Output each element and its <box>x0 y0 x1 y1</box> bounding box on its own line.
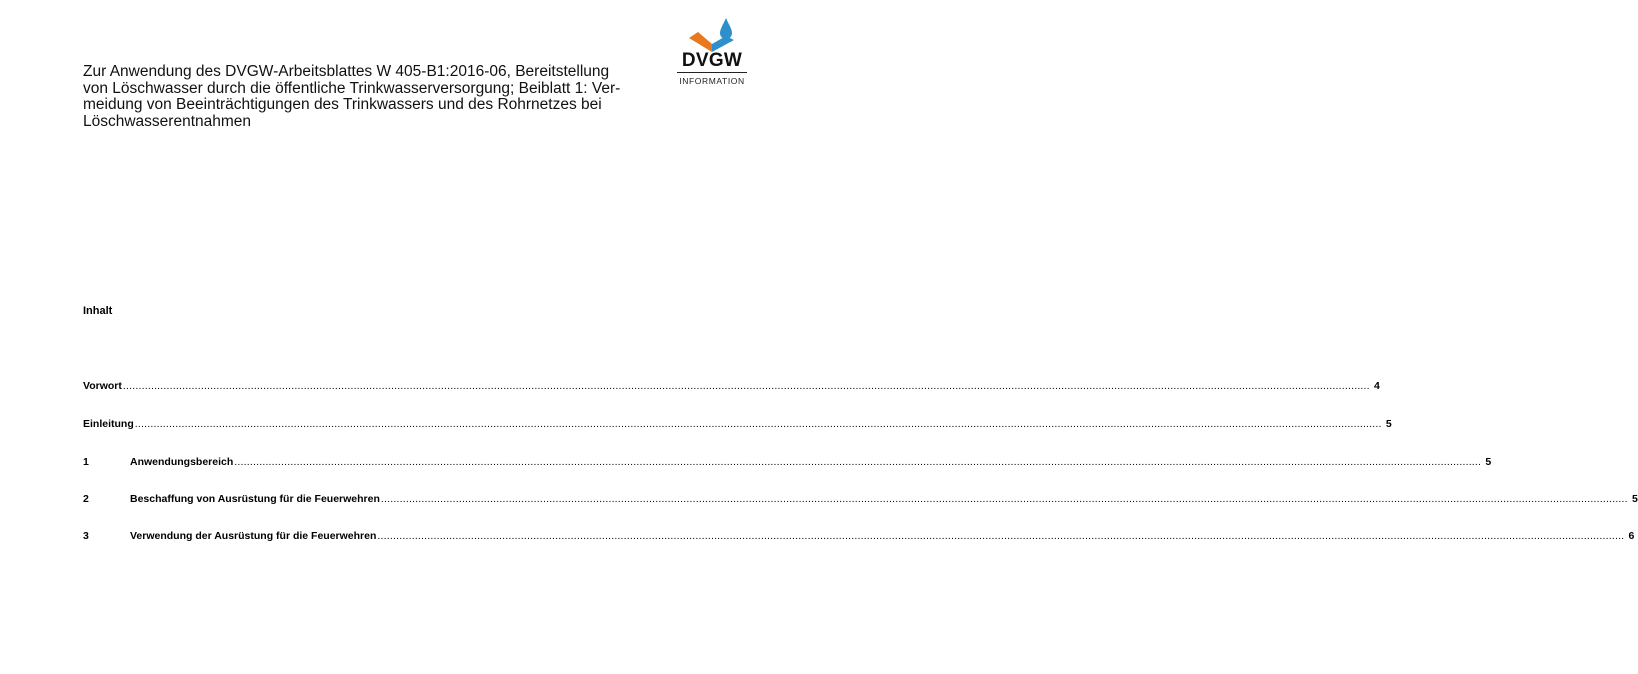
toc-entry-page: 6 <box>1628 530 1635 542</box>
toc-entry-label: Vorwort <box>83 380 122 392</box>
toc-heading: Inhalt <box>83 305 113 317</box>
toc-leader-dots: ................................................................................................................................................................................................................................................................................................................................................................................................................ <box>377 530 1625 542</box>
toc-entry-label: Anwendungsbereich <box>130 456 234 468</box>
title-line: von Löschwasser durch die öffentliche Trinkwasserversorgung; Beiblatt 1: Ver- <box>83 79 621 97</box>
logo-subtitle: INFORMATION <box>679 76 745 86</box>
toc-entry-label: Beschaffung von Ausrüstung für die Feuerwehren <box>130 493 380 505</box>
document-title <box>83 64 663 130</box>
logo-wordmark: DVGW <box>681 50 743 71</box>
toc-entry-page: 5 <box>1385 418 1392 430</box>
toc-entry-page: 4 <box>1373 380 1380 392</box>
logo-blue-drop <box>720 18 732 39</box>
toc-entry-page: 5 <box>1631 493 1638 505</box>
logo-divider <box>677 72 747 73</box>
toc-entry-einleitung[interactable] <box>83 417 1392 431</box>
toc-leader-dots: ................................................................................................................................................................................................................................................................................................................................................................................................................ <box>134 418 1382 430</box>
title-line: Löschwasserentnahmen <box>83 112 252 130</box>
toc-leader-dots: ................................................................................................................................................................................................................................................................................................................................................................................................................ <box>234 456 1482 468</box>
toc-entry-number: 2 <box>83 493 89 505</box>
toc-leader-dots: ................................................................................................................................................................................................................................................................................................................................................................................................................ <box>122 380 1370 392</box>
toc-leader-dots: ................................................................................................................................................................................................................................................................................................................................................................................................................ <box>380 493 1628 505</box>
toc-entry-verwendung[interactable] <box>83 529 1635 543</box>
dvgw-drop-mark-icon <box>676 14 748 52</box>
toc-entry-anwendungsbereich[interactable] <box>83 455 1492 469</box>
toc-entry-page: 5 <box>1485 456 1492 468</box>
title-line: meidung von Beeinträchtigungen des Trinkwassers und des Rohrnetzes bei <box>83 96 602 113</box>
dvgw-logo <box>676 14 748 90</box>
toc-entry-label: Einleitung <box>83 418 134 430</box>
toc-entry-label: Verwendung der Ausrüstung für die Feuerwehren <box>130 530 377 542</box>
toc-entry-number: 3 <box>83 530 89 542</box>
toc-entry-beschaffung[interactable] <box>83 492 1638 506</box>
toc-entry-vorwort[interactable] <box>83 379 1380 393</box>
toc-entry-number: 1 <box>83 456 89 468</box>
logo-orange-shape <box>689 32 712 52</box>
title-line: Zur Anwendung des DVGW-Arbeitsblattes W 405-B1:2016-06, Bereitstellung <box>83 63 610 80</box>
